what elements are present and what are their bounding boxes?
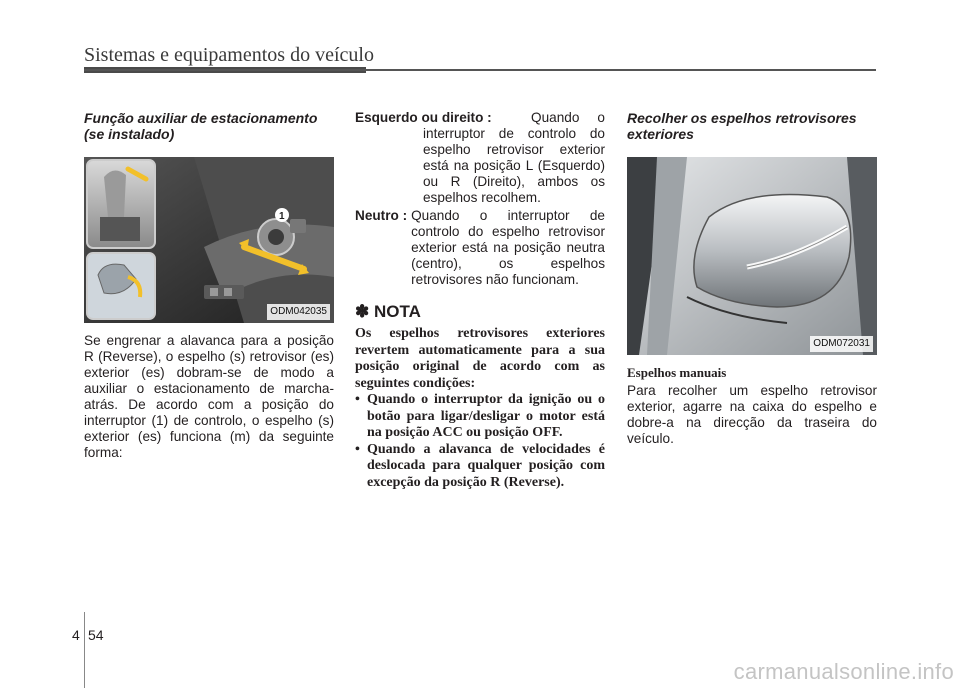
definition-term: Esquerdo ou direito : bbox=[355, 110, 492, 125]
header-rule bbox=[84, 69, 876, 71]
mirror-illustration bbox=[627, 157, 877, 355]
subtitle-line: Função auxiliar de estacionamento bbox=[84, 110, 318, 126]
section-subtitle bbox=[84, 110, 334, 142]
small-heading: Espelhos manuais bbox=[627, 365, 727, 380]
door-switch-illustration bbox=[84, 157, 334, 323]
note-bullet bbox=[355, 442, 605, 492]
bullet-text: Quando o interruptor da ignição ou o botão para ligar/desligar o motor está na posição ACC ou posição OFF. bbox=[367, 392, 605, 440]
page-header-title: Sistemas e equipamentos do veículo bbox=[84, 44, 374, 66]
definition-value: Quando o interruptor de controlo do espelho retrovisor exterior está na posição neutra (centro), os espelhos retrovisores não funcionam. bbox=[411, 208, 605, 287]
subtitle-line: exteriores bbox=[627, 126, 694, 142]
bullet-icon: • bbox=[355, 392, 360, 407]
definition-item bbox=[355, 208, 605, 288]
mirror-figure bbox=[627, 157, 877, 355]
bullet-text: Quando a alavanca de velocidades é deslocada para qualquer posição com excepção da posição R (Reverse). bbox=[367, 441, 605, 490]
figure-code: ODM072031 bbox=[810, 336, 873, 352]
body-paragraph: Se engrenar a alavanca para a posição R (Reverse), o espelho (s) retrovisor (es) exterior (es) dobram-se de modo a auxiliar o estacionamento de marcha-atrás. De acordo com a posição do interruptor (1) de controlo, o espelho (s) exterior (es) funciona (m) da seguinte forma: bbox=[84, 333, 334, 460]
note-body: Os espelhos retrovisores exteriores revertem automaticamente para a sua posição original de acordo com as seguintes condições: bbox=[355, 326, 605, 391]
watermark: carmanualsonline.info bbox=[733, 659, 954, 684]
note-bullet bbox=[355, 392, 605, 442]
definition-value: Quando o interruptor de controlo do espelho retrovisor exterior está na posição L (Esquerdo) ou R (Direito), ambos os espelhos recolhem. bbox=[423, 110, 605, 205]
note-heading: ✽ NOTA bbox=[355, 302, 421, 321]
definition-term: Neutro : bbox=[355, 208, 408, 223]
page-number: 54 bbox=[88, 627, 104, 643]
svg-text:1: 1 bbox=[279, 211, 285, 222]
bullet-icon: • bbox=[355, 441, 360, 457]
body-paragraph: Para recolher um espelho retrovisor exterior, agarre na caixa do espelho e dobre-a na direcção da traseira do veículo. bbox=[627, 383, 877, 446]
subtitle-line: Recolher os espelhos retrovisores bbox=[627, 110, 857, 126]
footer-divider bbox=[84, 612, 85, 688]
figure-code: ODM042035 bbox=[267, 304, 330, 320]
column-middle bbox=[355, 110, 605, 491]
column-right bbox=[627, 110, 877, 447]
column-left bbox=[84, 110, 334, 461]
subtitle-line: (se instalado) bbox=[84, 126, 175, 142]
parking-assist-figure bbox=[84, 157, 334, 323]
section-number: 4 bbox=[72, 627, 80, 643]
section-subtitle bbox=[627, 110, 877, 142]
